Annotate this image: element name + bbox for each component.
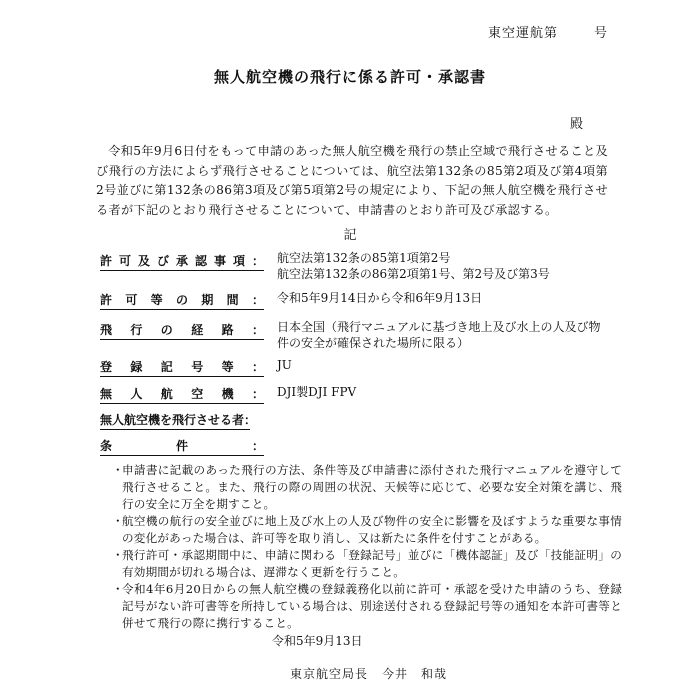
bullet: ・: [112, 548, 124, 562]
issue-date: 令和5年9月13日: [272, 634, 363, 648]
approval-item-1: 航空法第132条の85第1項第2号: [277, 251, 451, 265]
aircraft-value: DJI製DJI FPV: [277, 385, 357, 399]
condition-text: 飛行許可・承認期間中に、申請に関わる「登録記号」並びに「機体認証」及び「技能証明」の有効期間が切れる場合は、遅滞なく更新を行うこと。: [122, 548, 622, 579]
registration-label: 登録記号等：: [100, 358, 264, 377]
conditions-list: [112, 462, 622, 632]
route-line-1: 日本全国（飛行マニュアルに基づき地上及び水上の人及び物: [277, 320, 601, 334]
ki-heading: 記: [343, 228, 357, 243]
condition-item: [112, 581, 622, 632]
period-label: 許可等の期間：: [100, 291, 264, 310]
condition-text: 令和4年6月20日からの無人航空機の登録義務化以前に許可・承認を受けた申請のうち、登録記号がない許可書等を所持している場合は、別途送付される登録記号等の通知を本許可書等と併せて飛行の際に携行すること。: [122, 582, 622, 630]
condition-text: 航空機の航行の安全並びに地上及び水上の人及び物件の安全に影響を及ぼすような重要な事情の変化があった場合は、許可等を取り消し、又は新たに条件を付すことがある。: [122, 514, 622, 545]
bullet: ・: [112, 463, 124, 477]
aircraft-label: 無人航空機：: [100, 385, 264, 404]
approval-items-label: 許可及び承認事項：: [100, 252, 264, 271]
registration-value: JU: [277, 358, 292, 372]
condition-item: [112, 547, 622, 581]
condition-text: 申請書に記載のあった飛行の方法、条件等及び申請書に添付された飛行マニュアルを遵守して飛行させること。また、飛行の際の周囲の状況、天候等に応じて、必要な安全対策を講じ、飛行の安全に万全を期すこと。: [122, 463, 622, 511]
document-number-suffix: 号: [594, 26, 609, 41]
bullet: ・: [112, 514, 124, 528]
route-label: 飛行の経路：: [100, 321, 264, 340]
condition-item: [112, 462, 622, 513]
document-title: 無人航空機の飛行に係る許可・承認書: [213, 68, 486, 86]
operator-label: 無人航空機を飛行させる者：: [100, 411, 250, 430]
condition-item: [112, 513, 622, 547]
document-number-prefix: 東空運航第: [488, 26, 559, 41]
document-number: [488, 22, 608, 41]
signer-title: 東京航空局長: [290, 667, 369, 681]
route-line-2: 件の安全が確保された場所に限る）: [277, 336, 470, 350]
route-value: [277, 319, 601, 351]
intro-text: 令和5年9月6日付をもって申請のあった無人航空機を飛行の禁止空域で飛行させること及び飛行の方法によらず飛行させることについては、航空法第132条の85第2項及び第4項第2号並びに第132条の86第3項及び第5項第2号の規定により、下記の無人航空機を飛行させる者が下記のとおり飛行させることについて、申請書のとおり許可及び承認する。: [96, 144, 608, 217]
period-value: 令和5年9月14日から令和6年9月13日: [277, 291, 483, 305]
signer-name: 今井 和哉: [382, 667, 448, 681]
approval-items-value: [277, 250, 550, 282]
intro-paragraph: [96, 142, 608, 220]
addressee-suffix: 殿: [570, 117, 584, 132]
signer: [290, 665, 447, 682]
approval-item-2: 航空法第132条の86第2項第1号、第2号及び第3号: [277, 267, 550, 281]
bullet: ・: [112, 582, 124, 596]
conditions-label: 条件：: [100, 437, 264, 456]
